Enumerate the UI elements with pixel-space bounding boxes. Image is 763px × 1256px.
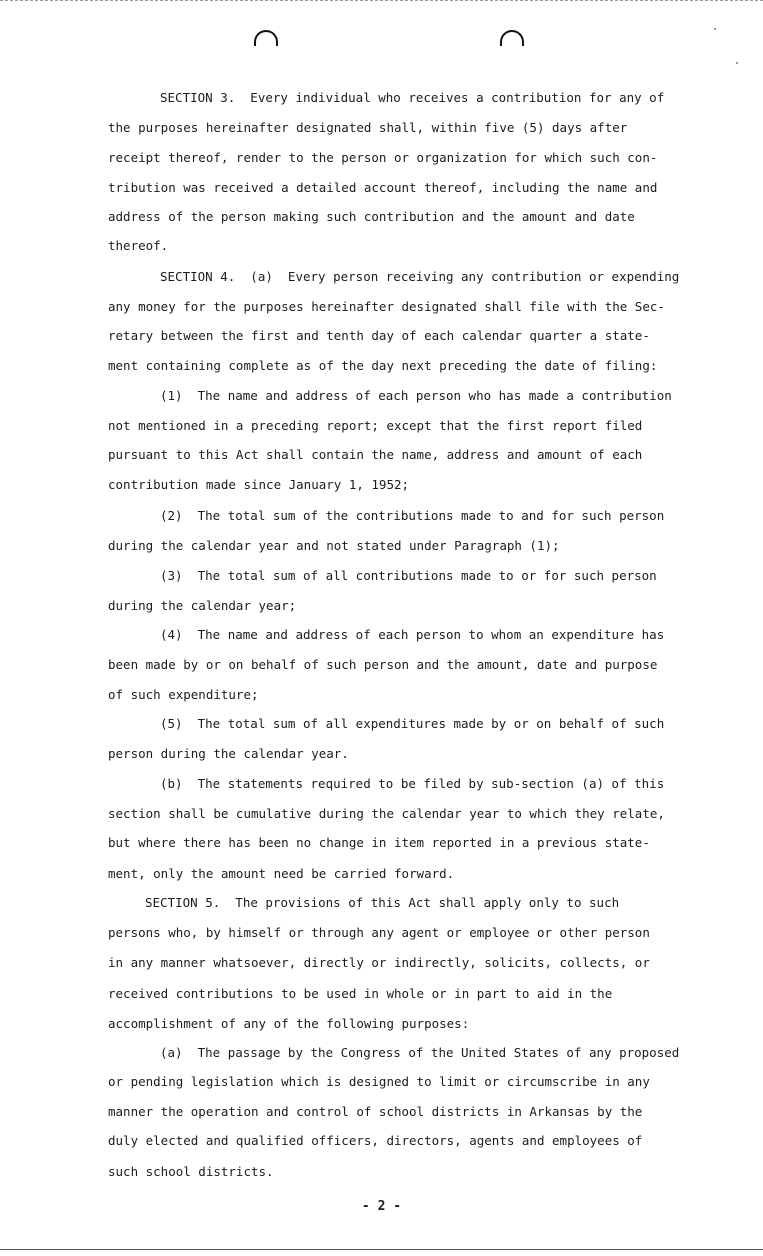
text-line: SECTION 4. (a) Every person receiving any contribution or expending (160, 269, 680, 284)
top-edge (0, 0, 763, 1)
text-line: manner the operation and control of school districts in Arkansas by the (108, 1104, 643, 1119)
text-line: or pending legislation which is designed to limit or circumscribe in any (108, 1074, 650, 1089)
scan-speck (714, 28, 716, 30)
text-line: in any manner whatsoever, directly or indirectly, solicits, collects, or (108, 955, 650, 970)
punch-hole-left (254, 30, 278, 46)
text-line: (2) The total sum of the contributions made to and for such person (160, 508, 665, 523)
text-line: the purposes hereinafter designated shall, within five (5) days after (108, 120, 628, 135)
text-line: person during the calendar year. (108, 746, 349, 761)
text-line: (3) The total sum of all contributions made to or for such person (160, 568, 657, 583)
text-line: tribution was received a detailed account thereof, including the name and (108, 180, 658, 195)
text-line: during the calendar year and not stated under Paragraph (1); (108, 538, 560, 553)
text-line: received contributions to be used in whole or in part to aid in the (108, 986, 613, 1001)
text-line: contribution made since January 1, 1952; (108, 477, 410, 492)
text-line: thereof. (108, 238, 169, 253)
text-line: (5) The total sum of all expenditures made by or on behalf of such (160, 716, 665, 731)
text-line: accomplishment of any of the following purposes: (108, 1016, 470, 1031)
text-line: ment, only the amount need be carried forward. (108, 866, 455, 881)
text-line: persons who, by himself or through any agent or employee or other person (108, 925, 650, 940)
text-line: (1) The name and address of each person who has made a contribution (160, 388, 672, 403)
text-line: duly elected and qualified officers, directors, agents and employees of (108, 1133, 643, 1148)
text-line: (4) The name and address of each person to whom an expenditure has (160, 627, 665, 642)
text-line: been made by or on behalf of such person and the amount, date and purpose (108, 657, 658, 672)
text-line: SECTION 3. Every individual who receives a contribution for any of (160, 90, 665, 105)
text-line: (b) The statements required to be filed by sub-section (a) of this (160, 776, 665, 791)
bottom-edge (0, 1249, 763, 1250)
text-line: such school districts. (108, 1164, 274, 1179)
text-line: any money for the purposes hereinafter designated shall file with the Sec- (108, 299, 665, 314)
text-line: during the calendar year; (108, 598, 297, 613)
text-line: retary between the first and tenth day of each calendar quarter a state- (108, 328, 650, 343)
text-line: address of the person making such contribution and the amount and date (108, 209, 635, 224)
text-line: (a) The passage by the Congress of the United States of any proposed (160, 1045, 680, 1060)
text-line: of such expenditure; (108, 687, 259, 702)
text-line: not mentioned in a preceding report; except that the first report filed (108, 418, 643, 433)
text-line: SECTION 5. The provisions of this Act shall apply only to such (145, 895, 620, 910)
page-number: - 2 - (361, 1199, 402, 1214)
punch-hole-right (500, 30, 524, 46)
text-line: ment containing complete as of the day next preceding the date of filing: (108, 358, 658, 373)
text-line: receipt thereof, render to the person or organization for which such con- (108, 150, 658, 165)
scan-speck (736, 62, 738, 64)
text-line: section shall be cumulative during the calendar year to which they relate, (108, 806, 665, 821)
text-line: pursuant to this Act shall contain the name, address and amount of each (108, 447, 643, 462)
text-line: but where there has been no change in item reported in a previous state- (108, 835, 650, 850)
